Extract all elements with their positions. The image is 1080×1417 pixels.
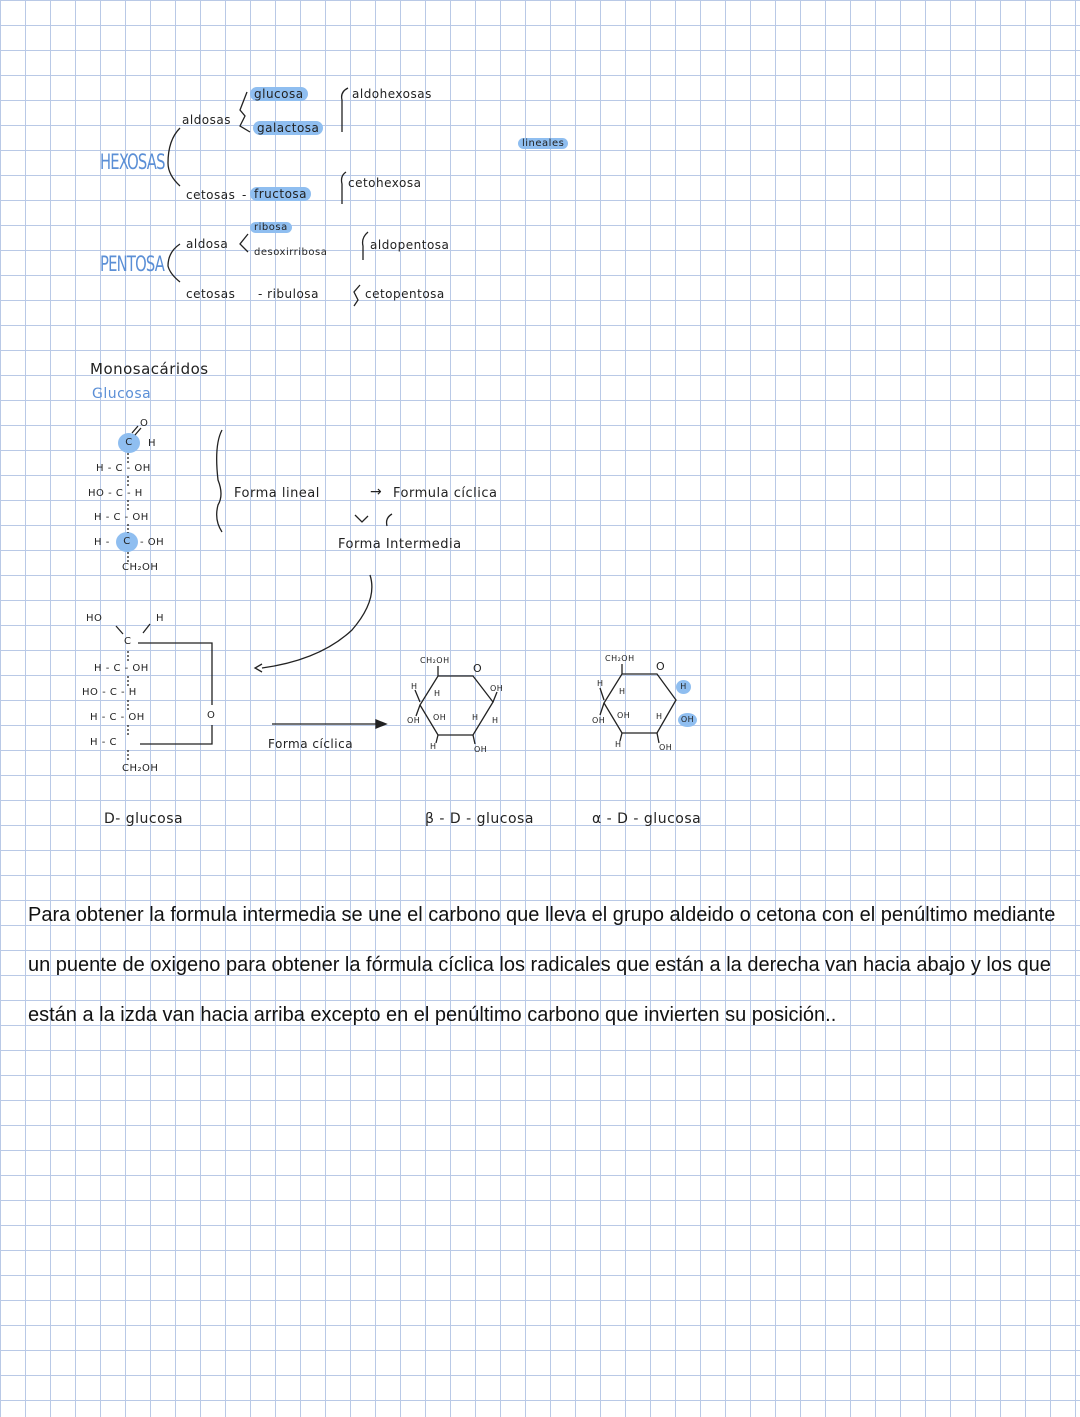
alpha-h-right: H xyxy=(676,680,691,694)
cetosas-pentosa-label: cetosas xyxy=(186,287,236,301)
oxygen-bridge xyxy=(138,643,212,744)
caption-alpha-d-glucosa: α - D - glucosa xyxy=(592,811,702,827)
inter-row-6: CH₂OH xyxy=(122,763,159,774)
beta-ring-oxygen: O xyxy=(473,662,483,675)
fructosa-dash: - xyxy=(242,188,247,202)
hexosas-label: HEXOSAS xyxy=(100,150,165,174)
alpha-oh-left: OH xyxy=(592,716,606,725)
intermedia-arrow-left xyxy=(355,515,368,522)
intermedia-curved-arrow xyxy=(262,575,372,668)
inter-c1: C xyxy=(124,636,132,647)
linear-row-4: H - C - OH xyxy=(94,512,149,523)
beta-oh-bottom-bond xyxy=(473,735,475,744)
linear-row-5-h: H - xyxy=(94,537,110,548)
beta-oh-right-bond xyxy=(493,692,497,702)
aldosas-label: aldosas xyxy=(182,113,232,127)
aldopentosa-label: aldopentosa xyxy=(370,238,450,252)
beta-h-bottom: H xyxy=(430,742,437,751)
inter-row-2: H - C - OH xyxy=(94,663,149,674)
alpha-oh-bottom: OH xyxy=(659,743,673,752)
ribulosa-label: - ribulosa xyxy=(258,287,319,301)
c1-hydrogen: H xyxy=(148,438,157,449)
fructosa-label: fructosa xyxy=(250,187,311,201)
beta-ring xyxy=(420,676,493,735)
beta-h-left: H xyxy=(411,682,418,691)
beta-h-inner: H xyxy=(434,689,441,698)
inter-h: H xyxy=(156,613,165,624)
galactosa-label: galactosa xyxy=(253,121,323,135)
caption-d-glucosa: D- glucosa xyxy=(104,811,184,827)
alpha-oh-right: OH xyxy=(678,713,697,727)
linear-row-2: H - C - OH xyxy=(96,463,151,474)
forma-ciclica-label: Forma cíclica xyxy=(268,737,354,751)
linear-row-5-oh: - OH xyxy=(140,537,165,548)
linear-row-6: CH₂OH xyxy=(122,562,159,573)
desoxirribosa-label: desoxirribosa xyxy=(254,247,328,258)
alpha-oh-left-bond xyxy=(600,703,604,715)
alpha-ring xyxy=(604,674,676,733)
c1-carbon: C xyxy=(118,433,140,453)
beta-ch2oh: CH₂OH xyxy=(420,656,450,665)
cetohexosa-label: cetohexosa xyxy=(348,176,422,190)
inter-bond-h xyxy=(143,624,150,633)
aldehyde-double-bond xyxy=(132,426,141,435)
inter-ho: HO xyxy=(86,613,103,624)
beta-oh-left: OH xyxy=(407,716,421,725)
beta-h-inner-right: H xyxy=(472,713,479,722)
explanation-paragraph: Para obtener la formula intermedia se une el carbono que lleva el grupo aldeido o cetona con el penúltimo mediante un puente de oxigeno para obtener la fórmula cíclica los radicales que están a la derecha van hacia abajo y los que están a la izda van hacia arriba excepto en el penúltimo carbono que invierten su posición.. xyxy=(28,904,1056,1026)
alpha-h-inner-right: H xyxy=(656,712,663,721)
formula-brace xyxy=(217,430,222,532)
inter-bond-ho xyxy=(116,626,123,634)
glucosa-label: glucosa xyxy=(250,87,308,101)
beta-oh-left-bond xyxy=(416,705,420,716)
cetosas-label: cetosas xyxy=(186,188,236,202)
alpha-h-bottom-bond xyxy=(620,733,622,741)
beta-h-left-bond xyxy=(415,690,420,702)
linear-row-3: HO - C - H xyxy=(88,488,143,499)
formula-ciclica-label: Formula cíclica xyxy=(393,486,498,501)
lineales-label: lineales xyxy=(518,138,568,149)
c5-carbon: C xyxy=(116,532,138,552)
caption-beta-d-glucosa: β - D - glucosa xyxy=(425,811,534,827)
beta-oh-right: OH xyxy=(490,684,504,693)
alpha-oh-bottom-bond xyxy=(657,733,659,743)
beta-oh-inner: OH xyxy=(433,713,447,722)
inter-row-3: HO - C - H xyxy=(82,687,137,698)
aldohexosas-label: aldohexosas xyxy=(352,87,432,101)
beta-oh-bottom: OH xyxy=(474,745,488,754)
monosacaridos-heading: Monosacáridos xyxy=(90,360,209,378)
alpha-ring-oxygen: O xyxy=(656,660,666,673)
forma-ciclica-arrowhead xyxy=(376,720,386,728)
inter-o-bridge: O xyxy=(207,710,216,721)
forma-lineal-label: Forma lineal xyxy=(234,486,320,501)
inter-row-4: H - C - OH xyxy=(90,712,145,723)
forma-intermedia-label: Forma Intermedia xyxy=(338,537,462,552)
cetopentosa-label: cetopentosa xyxy=(365,287,445,301)
pentosa-label: PENTOSA xyxy=(100,252,165,276)
alpha-h-inner: H xyxy=(619,687,626,696)
ribosa-label: ribosa xyxy=(250,222,292,233)
alpha-h-bottom: H xyxy=(615,740,622,749)
curved-arrow-head xyxy=(255,664,262,672)
inter-row-5: H - C xyxy=(90,737,117,748)
aldosa-label: aldosa xyxy=(186,237,229,251)
beta-h-right: H xyxy=(492,716,499,725)
beta-h-bottom-bond xyxy=(436,735,438,743)
alpha-ch2oh: CH₂OH xyxy=(605,654,635,663)
intermedia-arrow-right xyxy=(387,514,392,526)
alpha-h-left: H xyxy=(597,679,604,688)
lineal-to-ciclica-arrow: → xyxy=(370,484,383,500)
alpha-h-left-bond xyxy=(600,688,604,700)
glucosa-subheading: Glucosa xyxy=(92,386,152,402)
c1-oxygen: O xyxy=(140,418,149,429)
alpha-oh-inner: OH xyxy=(617,711,631,720)
